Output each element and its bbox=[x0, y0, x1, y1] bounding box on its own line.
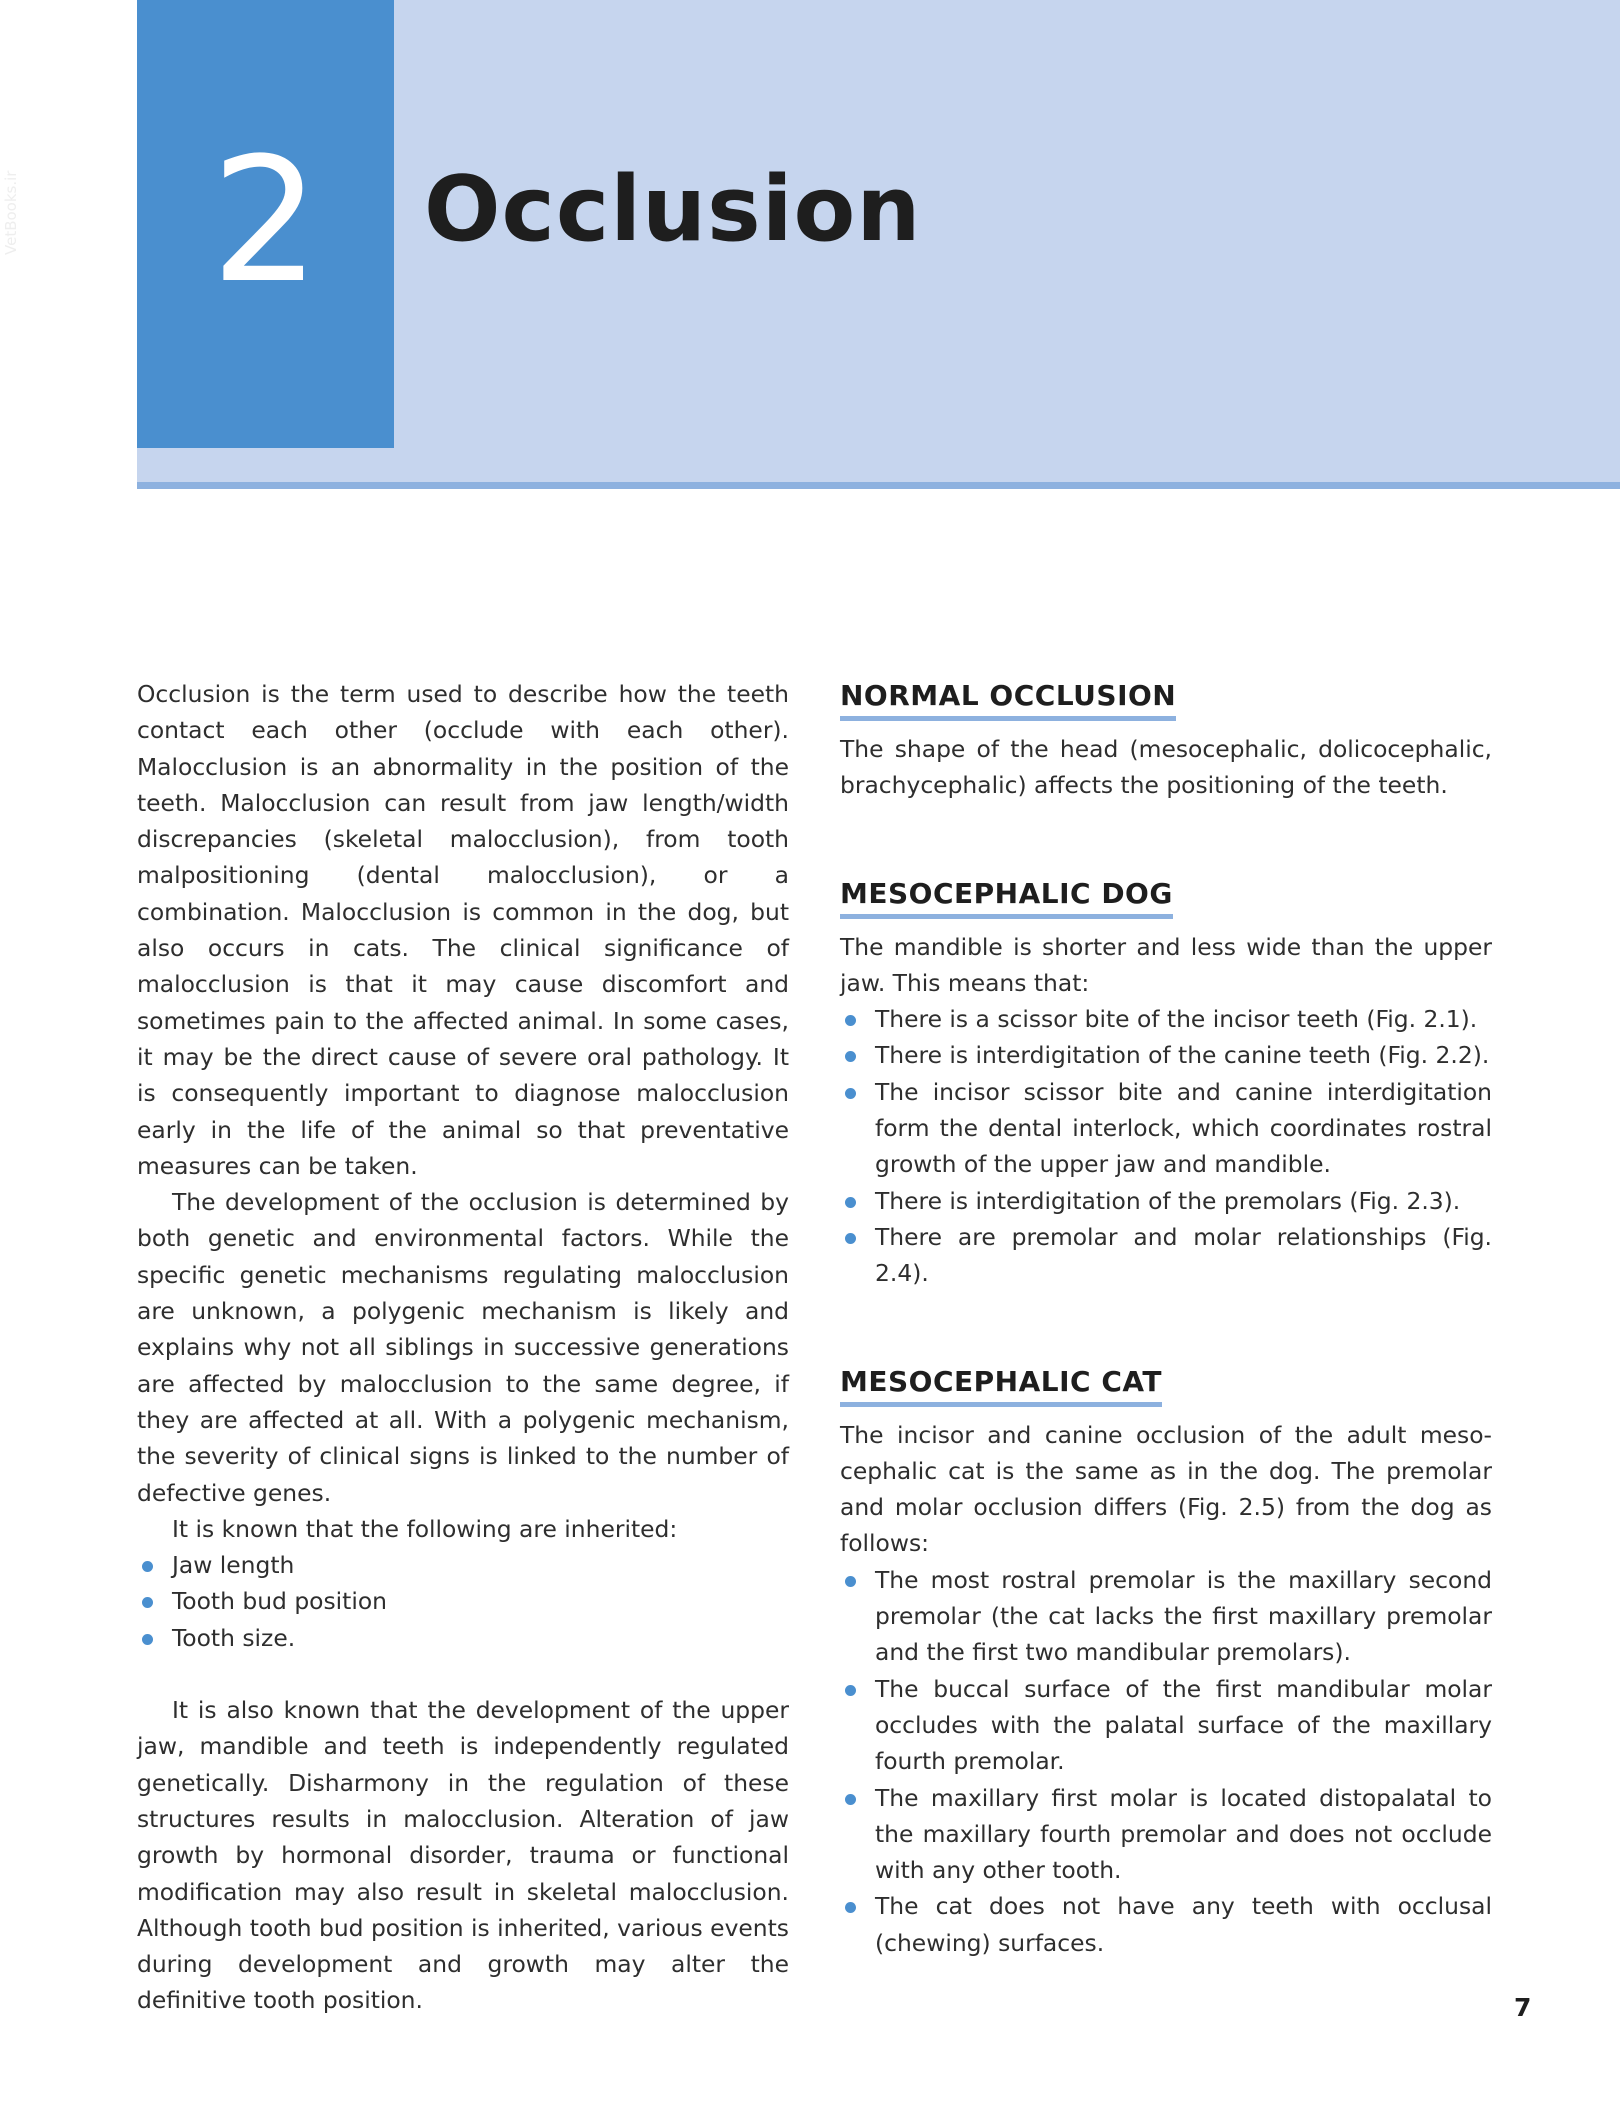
bullet-icon bbox=[845, 1902, 856, 1913]
bullet-icon bbox=[845, 1088, 856, 1099]
bullet-icon bbox=[142, 1597, 153, 1608]
normal-occlusion-text: The shape of the head (mesocephalic, dolicocephalic, brachycephalic) affects the positioning of the teeth. bbox=[840, 735, 1492, 800]
bullet-icon bbox=[845, 1685, 856, 1696]
page-number: 7 bbox=[1514, 1993, 1532, 2022]
list-item: The incisor scissor bite and canine interdigitation form the dental interlock, which coordinates rostral growth of the upper jaw and mandible. bbox=[840, 1074, 1492, 1183]
bullet-icon bbox=[845, 1051, 856, 1062]
bullet-icon bbox=[845, 1015, 856, 1026]
mesocephalic-dog-list bbox=[840, 1001, 1492, 1291]
bullet-icon bbox=[845, 1794, 856, 1805]
intro-paragraph: Occlusion is the term used to describe how the teeth contact each other (occlude with each other). Malocclusion is an abnormality in the position of the teeth. Malocclusion can result from jaw length/width discrepancies (skeletal malocclusion), from tooth malpositioning (dental malocclusion), or a combination. Malocclusion is common in the dog, but also occurs in cats. The clinical significance of malocclusion is that it may cause discomfort and sometimes pain to the affected animal. In some cases, it may be the direct cause of severe oral pathology. It is consequently important to diagnose malocclusion early in the life of the animal so that preventative measures can be taken. bbox=[137, 680, 789, 1180]
bullet-icon bbox=[845, 1576, 856, 1587]
chapter-number: 2 bbox=[210, 120, 321, 321]
list-item: There is a scissor bite of the incisor teeth (Fig. 2.1). bbox=[840, 1001, 1492, 1037]
inherited-intro: It is known that the following are inherited: bbox=[172, 1514, 678, 1543]
right-column bbox=[840, 676, 1492, 1961]
regulation-paragraph: It is also known that the development of the upper jaw, mandible and teeth is independently regulated genetically. Disharmony in the regulation of these structures results in malocclusion. Alteration of jaw growth by hormonal disorder, trauma or functional modification may also result in skeletal malocclusion. Although tooth bud position is inherited, various events during development and growth may alter the definitive tooth position. bbox=[137, 1696, 789, 2015]
section-heading-mesocephalic-dog: MESOCEPHALIC DOG bbox=[840, 874, 1173, 919]
list-item: There is interdigitation of the canine teeth (Fig. 2.2). bbox=[840, 1037, 1492, 1073]
list-item: Tooth size. bbox=[137, 1620, 789, 1656]
left-column bbox=[137, 676, 789, 2019]
watermark: VetBooks.ir bbox=[2, 170, 20, 255]
list-item: There is interdigitation of the premolars (Fig. 2.3). bbox=[840, 1183, 1492, 1219]
list-item: The cat does not have any teeth with occlusal (chewing) surfaces. bbox=[840, 1888, 1492, 1961]
list-item: The buccal surface of the first mandibular molar occludes with the palatal surface of the maxillary fourth premolar. bbox=[840, 1671, 1492, 1780]
list-item: The maxillary first molar is located distopalatal to the maxillary fourth premolar and does not occlude with any other tooth. bbox=[840, 1780, 1492, 1889]
chapter-title: Occlusion bbox=[424, 157, 922, 262]
bullet-icon bbox=[845, 1197, 856, 1208]
list-item: There are premolar and molar relationships (Fig. 2.4). bbox=[840, 1219, 1492, 1292]
development-paragraph: The development of the occlusion is determined by both genetic and environmental factors. While the specific genetic mechanisms regulating malocclusion are unknown, a polygenic mechanism is likely and explains why not all siblings in successive generations are affected by malocclusion to the same degree, if they are affected at all. With a polygenic mechanism, the severity of clinical signs is linked to the number of defective genes. bbox=[137, 1188, 789, 1507]
inherited-list bbox=[137, 1547, 789, 1656]
section-heading-normal-occlusion: NORMAL OCCLUSION bbox=[840, 676, 1176, 721]
list-item: Tooth bud position bbox=[137, 1583, 789, 1619]
section-heading-mesocephalic-cat: MESOCEPHALIC CAT bbox=[840, 1362, 1162, 1407]
mesocephalic-cat-list bbox=[840, 1562, 1492, 1961]
mesocephalic-cat-intro: The incisor and canine occlusion of the adult mesocephalic cat is the same as in the dog. The premolar and molar occlusion differs (Fig. 2.5) from the dog as follows: bbox=[840, 1420, 1492, 1558]
list-item: The most rostral premolar is the maxillary second premolar (the cat lacks the first maxillary premolar and the first two mandibular premolars). bbox=[840, 1562, 1492, 1671]
chapter-header-rule bbox=[137, 482, 1620, 489]
bullet-icon bbox=[142, 1634, 153, 1645]
bullet-icon bbox=[845, 1233, 856, 1244]
bullet-icon bbox=[142, 1561, 153, 1572]
list-item: Jaw length bbox=[137, 1547, 789, 1583]
mesocephalic-dog-intro: The mandible is shorter and less wide than the upper jaw. This means that: bbox=[840, 932, 1492, 997]
